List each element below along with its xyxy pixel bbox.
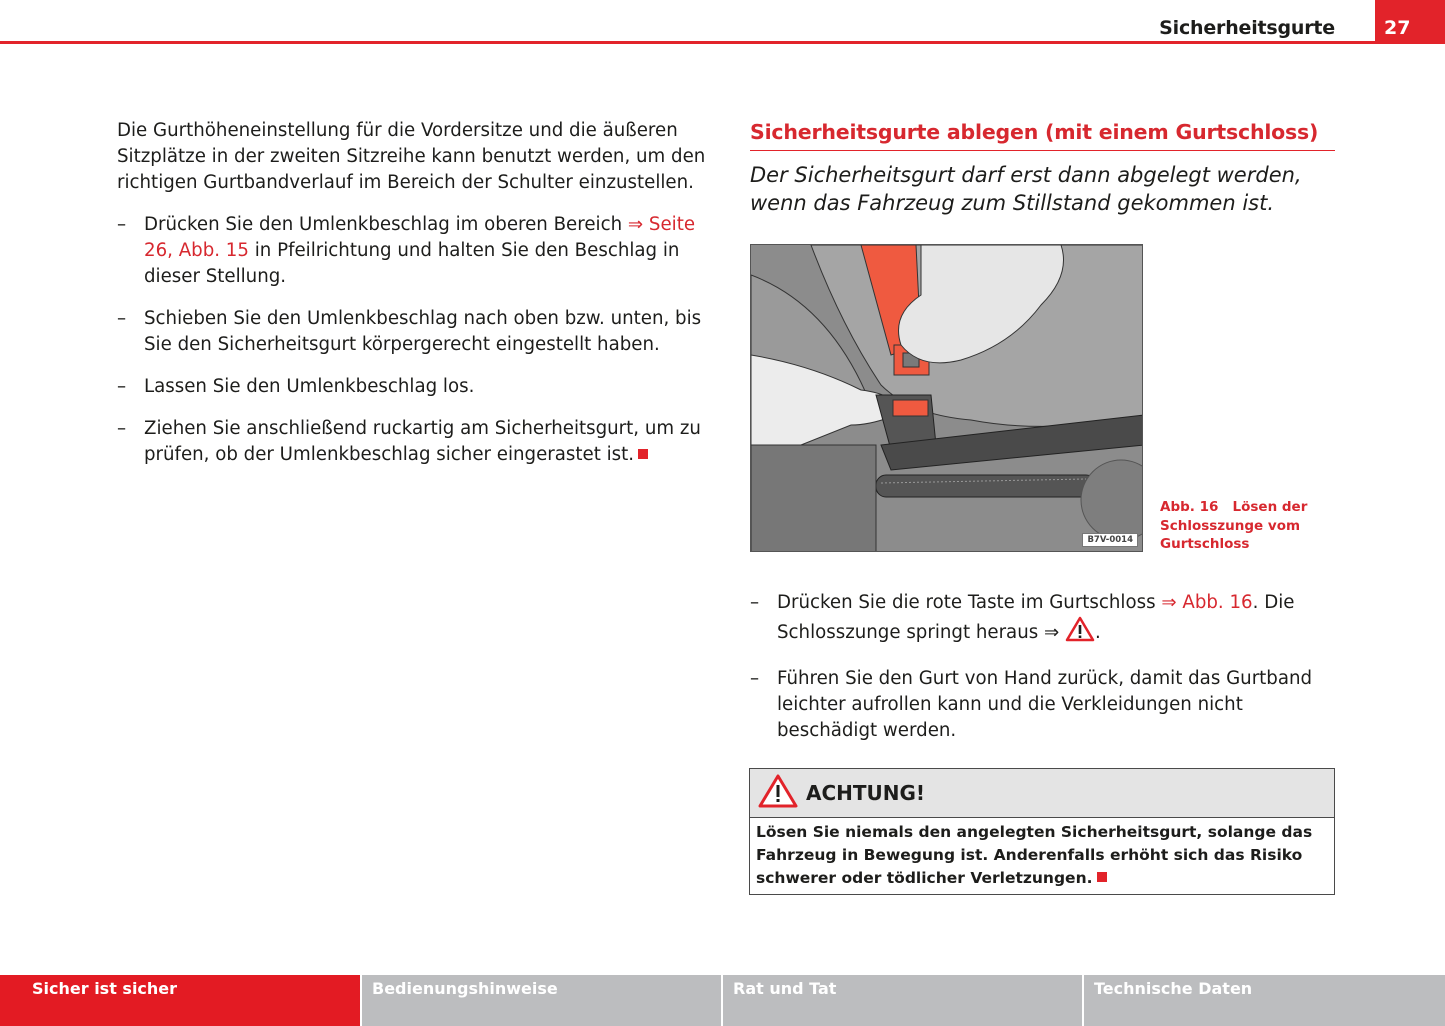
warning-body: Lösen Sie niemals den angelegten Sicherheitsgurt, solange das Fahrzeug in Bewegung ist. Anderenfalls erhöht sich das Risiko schwerer oder tödlicher Verletzungen. xyxy=(756,823,1313,887)
step-item: – Lassen Sie den Umlenkbeschlag los. xyxy=(117,374,707,400)
warning-triangle-icon[interactable] xyxy=(1065,616,1095,650)
chapter-tab-technische-daten[interactable]: Technische Daten xyxy=(1084,975,1445,1026)
figure-caption-label: Abb. 16 xyxy=(1160,499,1219,515)
figure-caption-text: Lösen der Schlosszunge vom Gurtschloss xyxy=(1160,499,1308,552)
dash-marker: – xyxy=(117,418,127,439)
running-header-title: Sicherheitsgurte xyxy=(1159,17,1335,39)
chapter-tab-sicher-ist-sicher[interactable]: Sicher ist sicher xyxy=(0,975,362,1026)
chapter-tab-rat-und-tat[interactable]: Rat und Tat xyxy=(723,975,1084,1026)
dash-marker: – xyxy=(117,214,127,235)
dash-marker: – xyxy=(750,592,760,613)
section-heading: Sicherheitsgurte ablegen (mit einem Gurtschloss) xyxy=(750,118,1335,151)
step-item: – Drücken Sie den Umlenkbeschlag im oberen Bereich ⇒ Seite 26, Abb. 15 in Pfeilrichtung und halten Sie den Beschlag in dieser Stellung. xyxy=(117,214,696,287)
page-reference-link[interactable]: ⇒ Seite 26, Abb. 15 xyxy=(144,214,696,261)
seatbelt-illustration xyxy=(751,245,1143,552)
end-of-section-mark-icon xyxy=(638,449,648,459)
left-column xyxy=(117,118,707,484)
warning-box-header xyxy=(750,769,1334,818)
dash-marker: – xyxy=(750,668,760,689)
figure-code-label: B7V-0014 xyxy=(1082,533,1138,547)
warning-title: ACHTUNG! xyxy=(806,781,926,805)
header-rule xyxy=(0,41,1445,44)
end-of-section-mark-icon xyxy=(1097,872,1107,882)
page-number: 27 xyxy=(1375,0,1445,44)
lead-paragraph: Der Sicherheitsgurt darf erst dann abgelegt werden, wenn das Fahrzeug zum Stillstand gekommen ist. xyxy=(750,163,1302,215)
chapter-tab-bedienungshinweise[interactable]: Bedienungshinweise xyxy=(362,975,723,1026)
intro-paragraph: Die Gurthöheneinstellung für die Vordersitze und die äußeren Sitzplätze in der zweiten Sitzreihe kann benutzt werden, um den richtigen Gurtbandverlauf im Bereich der Schulter einzustellen. xyxy=(117,120,706,193)
warning-box xyxy=(749,768,1335,895)
figure-seatbelt-release xyxy=(750,244,1143,552)
step-item: – Ziehen Sie anschließend ruckartig am Sicherheitsgurt, um zu prüfen, ob der Umlenkbeschlag sicher eingerastet ist. xyxy=(117,418,701,465)
footer-chapter-nav xyxy=(0,975,1445,1026)
warning-triangle-icon xyxy=(758,774,798,812)
dash-marker: – xyxy=(117,308,127,329)
figure-reference-link[interactable]: ⇒ Abb. 16 xyxy=(1161,592,1253,613)
figure-caption xyxy=(1160,498,1340,554)
right-column xyxy=(750,118,1335,217)
step-item: – Drücken Sie die rote Taste im Gurtschloss ⇒ Abb. 16. Die Schlosszunge springt heraus ⇒ . xyxy=(750,590,1340,650)
step-item: – Schieben Sie den Umlenkbeschlag nach oben bzw. unten, bis Sie den Sicherheitsgurt körpergerecht eingestellt haben. xyxy=(117,308,702,355)
dash-marker: – xyxy=(117,376,127,397)
right-steps xyxy=(750,590,1340,760)
step-item: – Führen Sie den Gurt von Hand zurück, damit das Gurtband leichter aufrollen kann und die Verkleidungen nicht beschädigt werden. xyxy=(750,668,1313,741)
